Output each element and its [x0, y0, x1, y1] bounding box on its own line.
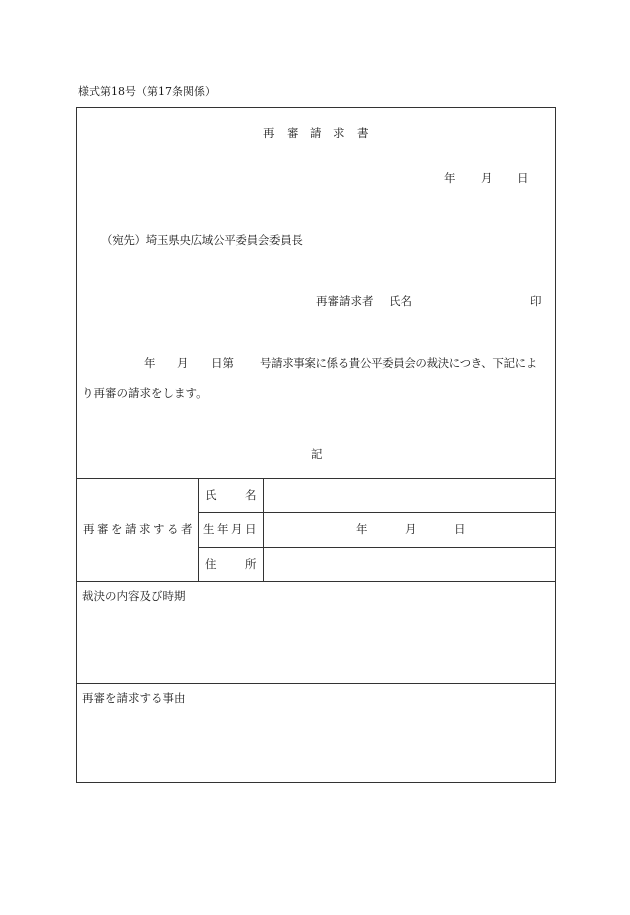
- date-month: 月: [481, 171, 493, 185]
- body-day-no: 日第: [211, 356, 234, 370]
- divider: [198, 512, 555, 513]
- reason-field[interactable]: [78, 708, 554, 780]
- requester-name-label: 氏名: [389, 294, 412, 308]
- birth-day: 日: [454, 522, 466, 536]
- seal-mark: 印: [530, 294, 542, 308]
- body-month: 月: [177, 356, 189, 370]
- birth-label-char: 年: [217, 522, 229, 536]
- header-char: す: [153, 522, 165, 536]
- divider: [77, 683, 555, 684]
- divider: [77, 581, 555, 582]
- requester-label: 再審請求者: [316, 294, 374, 308]
- date-day: 日: [517, 171, 529, 185]
- date-year: 年: [444, 171, 456, 185]
- header-char: を: [111, 522, 123, 536]
- divider: [198, 478, 199, 582]
- title-char: 書: [357, 126, 369, 140]
- name-label-char: 名: [245, 488, 257, 502]
- header-char: る: [167, 522, 179, 536]
- title-char: 請: [310, 126, 322, 140]
- birth-label-char: 生: [203, 522, 215, 536]
- header-char: 請: [125, 522, 137, 536]
- address-field[interactable]: [264, 548, 555, 581]
- title-char: 審: [287, 126, 299, 140]
- header-char: 審: [97, 522, 109, 536]
- decision-label: 裁決の内容及び時期: [82, 589, 186, 603]
- ki-mark: 記: [311, 447, 323, 461]
- birth-label-char: 日: [245, 522, 257, 536]
- header-char: 再: [83, 522, 95, 536]
- name-label-char: 氏: [205, 488, 217, 502]
- address-label-char: 所: [245, 557, 257, 571]
- birth-year: 年: [356, 522, 368, 536]
- birth-month: 月: [405, 522, 417, 536]
- body-text-line1: 号請求事案に係る貴公平委員会の裁決につき、下記によ: [260, 356, 537, 370]
- name-field[interactable]: [264, 479, 555, 512]
- header-char: 求: [139, 522, 151, 536]
- title-char: 求: [333, 126, 345, 140]
- header-char: 者: [181, 522, 193, 536]
- body-text-line2: り再審の請求をします。: [82, 386, 208, 400]
- body-year: 年: [144, 356, 156, 370]
- addressee: （宛先）埼玉県央広域公平委員会委員長: [101, 233, 303, 247]
- decision-field[interactable]: [78, 606, 554, 680]
- title-char: 再: [263, 126, 275, 140]
- reason-label: 再審を請求する事由: [82, 691, 186, 705]
- birth-label-char: 月: [231, 522, 243, 536]
- form-number-label: 様式第18号（第17条関係）: [78, 85, 216, 98]
- request-form: [76, 107, 556, 783]
- address-label-char: 住: [205, 557, 217, 571]
